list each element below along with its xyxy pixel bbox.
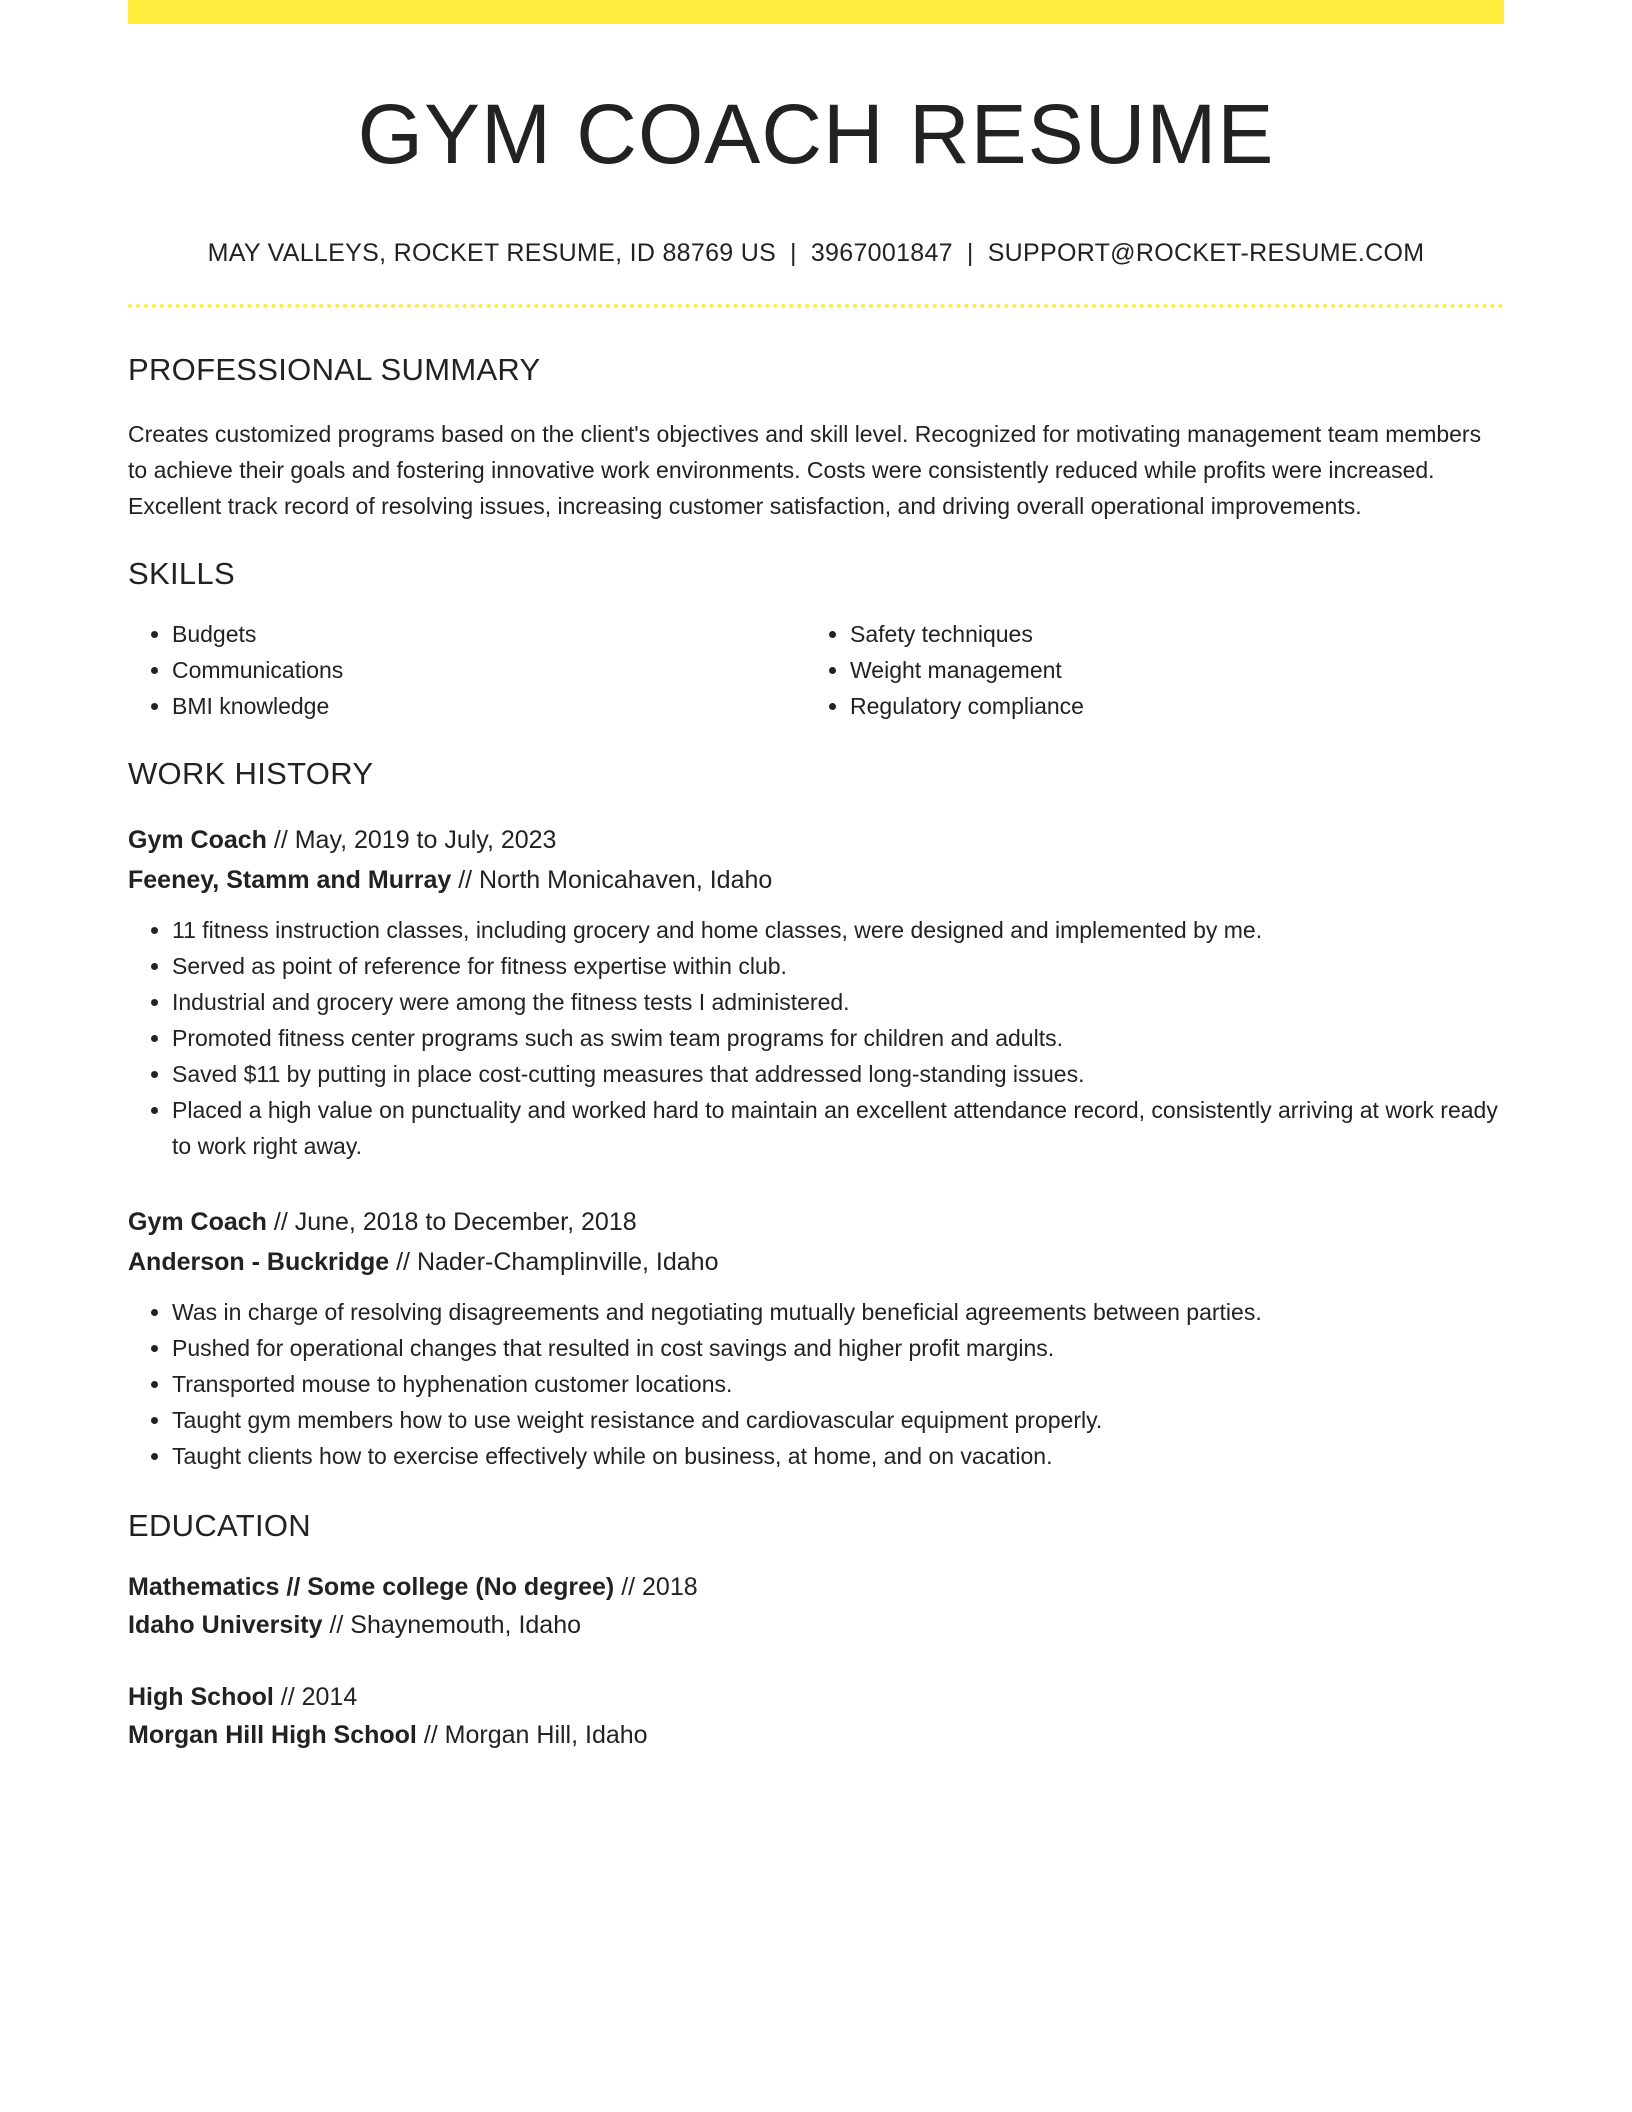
skill-item: • Budgets xyxy=(172,616,806,652)
skills-column-left xyxy=(128,616,806,724)
top-accent-bar xyxy=(128,0,1504,24)
education-school: Idaho University xyxy=(128,1610,323,1639)
education-school: Morgan Hill High School xyxy=(128,1720,417,1749)
job-bullet: • Saved $11 by putting in place cost-cutting measures that addressed long-standing issues. xyxy=(172,1056,1504,1092)
job-bullet: • Promoted fitness center programs such as swim team programs for children and adults. xyxy=(172,1020,1504,1056)
contact-line xyxy=(128,239,1504,268)
job-location: // Nader-Champlinville, Idaho xyxy=(389,1247,719,1276)
education-degree: Mathematics // Some college (No degree) xyxy=(128,1572,615,1601)
resume-page xyxy=(128,0,1504,1754)
work-history-heading: WORK HISTORY xyxy=(128,755,374,791)
job-bullet: • 11 fitness instruction classes, including grocery and home classes, were designed and implemented by me. xyxy=(172,912,1504,948)
skills-column-right xyxy=(806,616,1484,724)
resume-title: GYM COACH RESUME xyxy=(357,87,1275,181)
summary-text: Creates customized programs based on the client's objectives and skill level. Recognized for motivating management team members to achieve their goals and fostering innovative work environments. Costs were consistently reduced while profits were increased. Excellent track record of resolving issues, increasing customer satisfaction, and driving overall operational improvements. xyxy=(128,420,1482,519)
education-heading: EDUCATION xyxy=(128,1507,311,1543)
education-degree: High School xyxy=(128,1682,274,1711)
job-entry xyxy=(128,1202,1504,1474)
education-school-line xyxy=(128,1716,1504,1754)
education-degree-line xyxy=(128,1568,1504,1606)
job-title-line xyxy=(128,1202,1504,1242)
job-bullet: • Transported mouse to hyphenation customer locations. xyxy=(172,1366,1504,1402)
job-company: Anderson - Buckridge xyxy=(128,1247,390,1276)
job-bullets xyxy=(128,1294,1504,1474)
skill-item: • Communications xyxy=(172,652,806,688)
job-location: // North Monicahaven, Idaho xyxy=(451,865,773,894)
contact-separator: | xyxy=(790,238,797,267)
job-dates: // May, 2019 to July, 2023 xyxy=(266,825,557,854)
skill-item: • Regulatory compliance xyxy=(850,688,1484,724)
job-bullet: • Placed a high value on punctuality and worked hard to maintain an excellent attendance record, consistently arriving at work ready to work right away. xyxy=(172,1092,1504,1164)
job-company-line xyxy=(128,860,1504,900)
education-year: // 2018 xyxy=(614,1572,698,1601)
job-bullet: • Taught clients how to exercise effectively while on business, at home, and on vacation. xyxy=(172,1438,1504,1474)
job-title-line xyxy=(128,820,1504,860)
job-bullet: • Industrial and grocery were among the fitness tests I administered. xyxy=(172,984,1504,1020)
job-company-line xyxy=(128,1242,1504,1282)
education-entry xyxy=(128,1568,1504,1644)
contact-email: SUPPORT@ROCKET-RESUME.COM xyxy=(987,238,1425,267)
job-entry xyxy=(128,820,1504,1164)
job-role: Gym Coach xyxy=(128,825,267,854)
skills-heading: SKILLS xyxy=(128,555,235,591)
education-degree-line xyxy=(128,1678,1504,1716)
skill-item: • Weight management xyxy=(850,652,1484,688)
job-bullet: • Was in charge of resolving disagreements and negotiating mutually beneficial agreements between parties. xyxy=(172,1294,1504,1330)
job-bullet: • Served as point of reference for fitness expertise within club. xyxy=(172,948,1504,984)
education-school-line xyxy=(128,1606,1504,1644)
contact-phone: 3967001847 xyxy=(810,238,953,267)
contact-address: MAY VALLEYS, ROCKET RESUME, ID 88769 US xyxy=(207,238,777,267)
job-role: Gym Coach xyxy=(128,1207,267,1236)
job-bullet: • Taught gym members how to use weight resistance and cardiovascular equipment properly. xyxy=(172,1402,1504,1438)
education-year: // 2014 xyxy=(273,1682,358,1711)
dotted-divider xyxy=(128,304,1504,308)
contact-separator: | xyxy=(966,238,974,267)
skills-list xyxy=(128,616,1504,724)
job-company: Feeney, Stamm and Murray xyxy=(128,865,452,894)
skill-item: • BMI knowledge xyxy=(172,688,806,724)
job-dates: // June, 2018 to December, 2018 xyxy=(266,1207,637,1236)
summary-heading: PROFESSIONAL SUMMARY xyxy=(128,351,541,387)
job-bullets xyxy=(128,912,1504,1164)
job-bullet: • Pushed for operational changes that resulted in cost savings and higher profit margins. xyxy=(172,1330,1504,1366)
skill-item: • Safety techniques xyxy=(850,616,1484,652)
education-location: // Morgan Hill, Idaho xyxy=(416,1720,648,1749)
education-entry xyxy=(128,1678,1504,1754)
education-location: // Shaynemouth, Idaho xyxy=(322,1610,582,1639)
